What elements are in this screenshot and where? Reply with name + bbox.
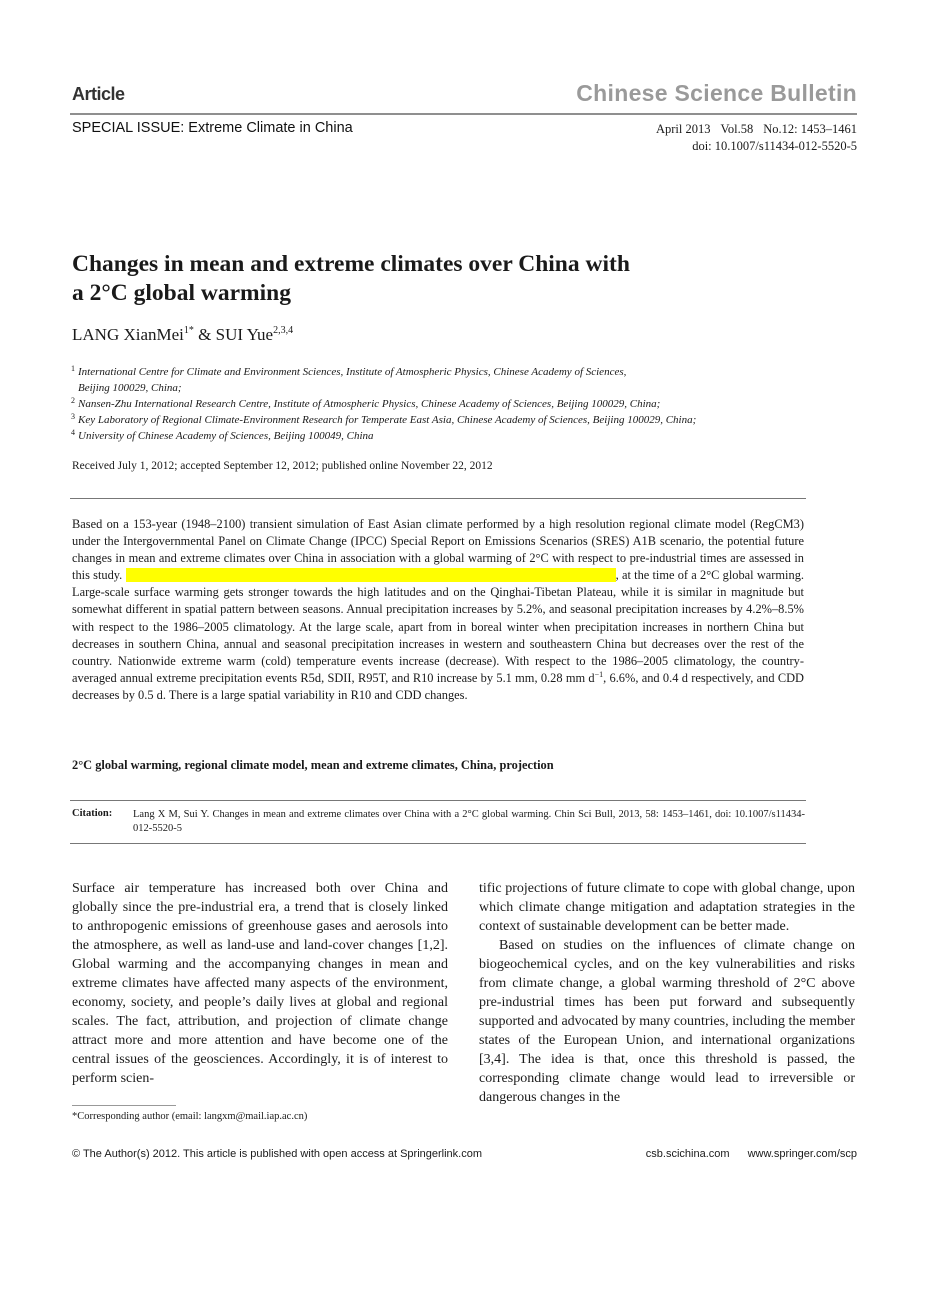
affiliation-text: University of Chinese Academy of Sciences, Beijing 100049, China <box>78 430 374 442</box>
article-type-label: Article <box>72 84 125 104</box>
abstract <box>72 516 804 704</box>
affiliation-item <box>72 428 852 444</box>
affiliation-item <box>72 364 852 396</box>
abstract-text: Based on a 153-year (1948–2100) transient simulation of East Asian climate performed by a high resolution regional climate model (RegCM3) under the Intergovernmental Panel on Climate Change (IPCC) Special Report on Emissions Scenarios (SRES) A1B scenario, the potential future changes in mean and extreme climates over China in association with a global warming of 2°C with respect to pre-industrial times are assessed in this study. <box>72 517 804 583</box>
affiliation-text: Key Laboratory of Regional Climate-Environment Research for Temperate East Asia, Chinese Academy of Sciences, Beijing 100029, China; <box>78 414 697 426</box>
footnote-divider <box>72 1105 176 1106</box>
keywords: 2°C global warming, regional climate model, mean and extreme climates, China, projection <box>72 758 554 772</box>
author-separator: & <box>193 325 216 344</box>
body-column-left <box>72 879 448 1088</box>
citation-label: Citation: <box>72 808 113 819</box>
special-issue-label: SPECIAL ISSUE: Extreme Climate in China <box>72 120 353 136</box>
article-title <box>72 250 772 308</box>
affiliation-number: 3 <box>71 412 75 421</box>
issue-info <box>656 121 857 155</box>
citation-text: Lang X M, Sui Y. Changes in mean and extreme climates over China with a 2°C global warming. Chin Sci Bull, 2013, 58: 1453–1461, doi: 10.1007/s11434- 012-5520-5 <box>133 809 805 834</box>
author-list <box>72 325 293 345</box>
body-paragraph: Surface air temperature has increased both over China and globally since the pre-industrial era, a trend that is closely linked to anthropogenic emissions of greenhouse gases and aerosols into the atmosphere, as well as land-use and land-cover changes [1,2]. Global warming and the accompanying changes in mean and extreme climates have affected many aspects of the environment, economy, society, and people’s daily lives at global and regional scales. The fact, attribution, and projection of climate change attract more and more attention and have become one of the central issues of the geosciences. Accordingly, it is of interest to perform scien- <box>72 881 448 1086</box>
footer-link-csb[interactable]: csb.scichina.com <box>645 1148 730 1160</box>
affiliation-number: 1 <box>71 364 75 373</box>
abstract-divider <box>70 498 806 499</box>
copyright-notice: © The Author(s) 2012. This article is published with open access at Springerlink.com <box>72 1148 483 1160</box>
footer-links <box>646 1148 857 1160</box>
citation-divider-top <box>70 800 806 801</box>
body-paragraph: Based on studies on the influences of climate change on biogeochemical cycles, and on the key vulnerabilities and risks from climate change, a global warming threshold of 2°C above pre-industrial times has been put forward and subsequently supported and advocated by many countries, including the member states of the European Union, and international organizations [3,4]. The idea is that, once this threshold is passed, the corresponding climate change would lead to irreversible or dangerous changes in the <box>479 938 855 1105</box>
abstract-text: , 6.6%, and 0.4 d respectively, and CDD decreases by 0.5 d. There is a large spatial variability in R10 and CDD changes. <box>72 670 804 702</box>
affiliation-item <box>72 412 852 428</box>
issue-date: April 2013 <box>655 122 711 136</box>
header-rule <box>70 113 857 115</box>
abstract-text: , at the time of a 2°C global warming. Large-scale surface warming gets stronger towards the high latitudes and on the Qinghai-Tibetan Plateau, while it is similar in magnitude but somewhat different in spatial pattern between seasons. Annual precipitation increases by 5.2%, and seasonal precipitation increases by 4.2%–8.5% with respect to the 1986–2005 climatology. At the large scale, apart from in boreal winter when precipitation increases in northern China but decreases in southern China, annual and seasonal precipitation increases in western and southeastern China but decreases over the rest of the country. Nationwide extreme warm (cold) temperature events increase (decrease). With respect to the 1986–2005 climatology, the country-averaged annual extreme precipitation events R5d, SDII, R95T, and R10 increase by 5.1 mm, 0.28 mm d <box>72 568 804 685</box>
affiliation-text: Nansen-Zhu International Research Centre, Institute of Atmospheric Physics, Chinese Academy of Sciences, Beijing 100029, China; <box>78 398 661 410</box>
issue-volume: Vol.58 <box>720 122 754 136</box>
issue-pages: No.12: 1453–1461 <box>763 122 857 136</box>
title-line-2: a 2°C global warming <box>72 280 291 306</box>
author-affiliation-mark: 1* <box>183 325 194 336</box>
abstract-highlight <box>126 568 616 582</box>
affiliation-text: Beijing 100029, China; <box>78 382 182 394</box>
title-line-1: Changes in mean and extreme climates over China with <box>72 251 630 277</box>
footer-link-springer[interactable]: www.springer.com/scp <box>747 1148 857 1160</box>
publication-dates: Received July 1, 2012; accepted September 12, 2012; published online November 22, 2012 <box>72 460 493 472</box>
corresponding-author-footnote: *Corresponding author (email: langxm@mail.iap.ac.cn) <box>72 1111 308 1122</box>
doi-link[interactable]: doi: 10.1007/s11434-012-5520-5 <box>692 139 857 153</box>
affiliations <box>72 364 852 444</box>
citation-divider-bottom <box>70 843 806 844</box>
affiliation-text: International Centre for Climate and Environment Sciences, Institute of Atmospheric Physics, Chinese Academy of Sciences, <box>78 366 627 378</box>
body-paragraph: tific projections of future climate to cope with global change, upon which climate change mitigation and adaptation strategies in the context of sustainable development can be better made. <box>479 881 855 934</box>
body-column-right <box>479 879 855 1107</box>
author-name: SUI Yue <box>215 325 274 344</box>
abstract-superscript: −1 <box>594 669 604 679</box>
author-name: LANG XianMei <box>72 325 184 344</box>
affiliation-number: 2 <box>71 396 75 405</box>
journal-name: Chinese Science Bulletin <box>576 80 857 106</box>
affiliation-item <box>72 396 852 412</box>
affiliation-number: 4 <box>71 428 75 437</box>
author-affiliation-mark: 2,3,4 <box>273 325 294 336</box>
